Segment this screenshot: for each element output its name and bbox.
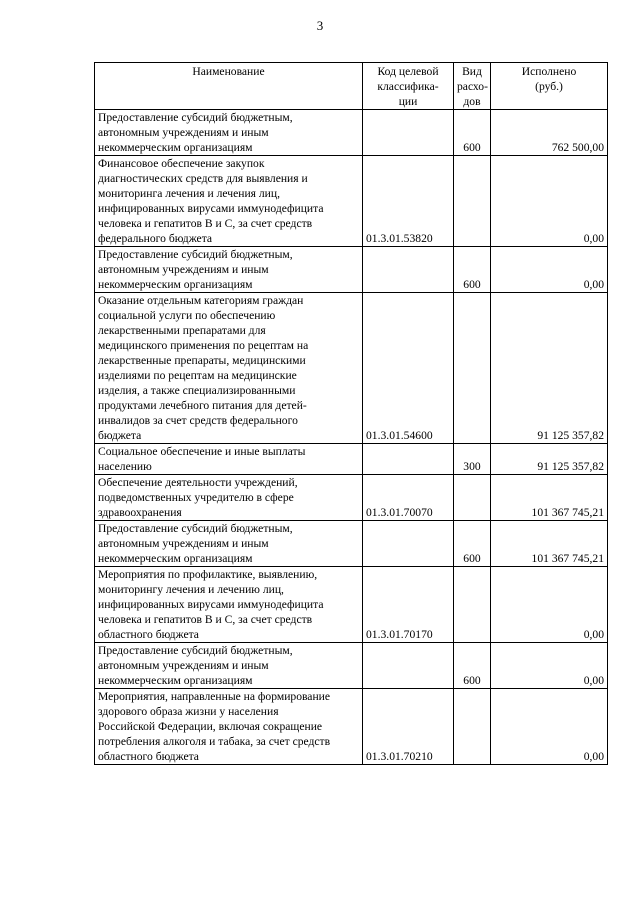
row-sum: 101 367 745,21 <box>491 521 608 567</box>
row-sum: 0,00 <box>491 689 608 765</box>
header-type: Вид расхо- дов <box>454 63 491 110</box>
row-type <box>454 689 491 765</box>
row-type: 600 <box>454 643 491 689</box>
header-row <box>95 63 608 110</box>
row-name: Предоставление субсидий бюджетным, автономным учреждениям и иным некоммерческим организациям <box>95 247 363 293</box>
row-code <box>363 247 454 293</box>
row-type <box>454 567 491 643</box>
table-row <box>95 444 608 475</box>
row-name: Мероприятия по профилактике, выявлению, мониторингу лечения и лечению лиц, инфицированных вирусами иммунодефицита человека и гепатитов В и С, за счет средств областного бюджета <box>95 567 363 643</box>
table-header <box>95 63 608 110</box>
row-code <box>363 521 454 567</box>
row-name: Социальное обеспечение и иные выплаты населению <box>95 444 363 475</box>
row-sum: 762 500,00 <box>491 110 608 156</box>
table-row <box>95 643 608 689</box>
table-row <box>95 110 608 156</box>
row-code: 01.3.01.70070 <box>363 475 454 521</box>
header-sum: Исполнено (руб.) <box>491 63 608 110</box>
row-code: 01.3.01.53820 <box>363 156 454 247</box>
header-name: Наименование <box>95 63 363 110</box>
row-sum: 0,00 <box>491 156 608 247</box>
row-type <box>454 293 491 444</box>
table-body <box>95 110 608 765</box>
row-type <box>454 475 491 521</box>
row-code <box>363 643 454 689</box>
page-number: 3 <box>316 18 324 33</box>
row-name: Оказание отдельным категориям граждан социальной услуги по обеспечению лекарственными препаратами для медицинского применения по рецептам на лекарственные препараты, медицинскими изделиями по рецептам на медицинские изделия, а также специализированными продуктами лечебного питания для детей- инвалидов за счет средств федерального бюджета <box>95 293 363 444</box>
row-name: Предоставление субсидий бюджетным, автономным учреждениям и иным некоммерческим организациям <box>95 521 363 567</box>
budget-execution-table <box>94 62 608 765</box>
row-type: 300 <box>454 444 491 475</box>
row-code: 01.3.01.70170 <box>363 567 454 643</box>
row-name: Финансовое обеспечение закупок диагностических средств для выявления и мониторинга лечения и лечения лиц, инфицированных вирусами иммунодефицита человека и гепатитов В и С, за счет средств федерального бюджета <box>95 156 363 247</box>
row-sum: 0,00 <box>491 567 608 643</box>
row-code <box>363 444 454 475</box>
table-row <box>95 567 608 643</box>
row-sum: 0,00 <box>491 643 608 689</box>
row-type <box>454 156 491 247</box>
table-row <box>95 247 608 293</box>
row-type: 600 <box>454 521 491 567</box>
row-sum: 91 125 357,82 <box>491 444 608 475</box>
row-code: 01.3.01.70210 <box>363 689 454 765</box>
row-type: 600 <box>454 110 491 156</box>
table-row <box>95 475 608 521</box>
table-row <box>95 156 608 247</box>
row-name: Предоставление субсидий бюджетным, автономным учреждениям и иным некоммерческим организациям <box>95 643 363 689</box>
row-name: Обеспечение деятельности учреждений, подведомственных учредителю в сфере здравоохранения <box>95 475 363 521</box>
row-type: 600 <box>454 247 491 293</box>
row-code <box>363 110 454 156</box>
table-row <box>95 689 608 765</box>
row-sum: 0,00 <box>491 247 608 293</box>
row-sum: 91 125 357,82 <box>491 293 608 444</box>
row-code: 01.3.01.54600 <box>363 293 454 444</box>
row-name: Предоставление субсидий бюджетным, автономным учреждениям и иным некоммерческим организациям <box>95 110 363 156</box>
header-code: Код целевой классифика- ции <box>363 63 454 110</box>
row-name: Мероприятия, направленные на формирование здорового образа жизни у населения Российской Федерации, включая сокращение потребления алкоголя и табака, за счет средств областного бюджета <box>95 689 363 765</box>
table-row <box>95 521 608 567</box>
table-row <box>95 293 608 444</box>
row-sum: 101 367 745,21 <box>491 475 608 521</box>
